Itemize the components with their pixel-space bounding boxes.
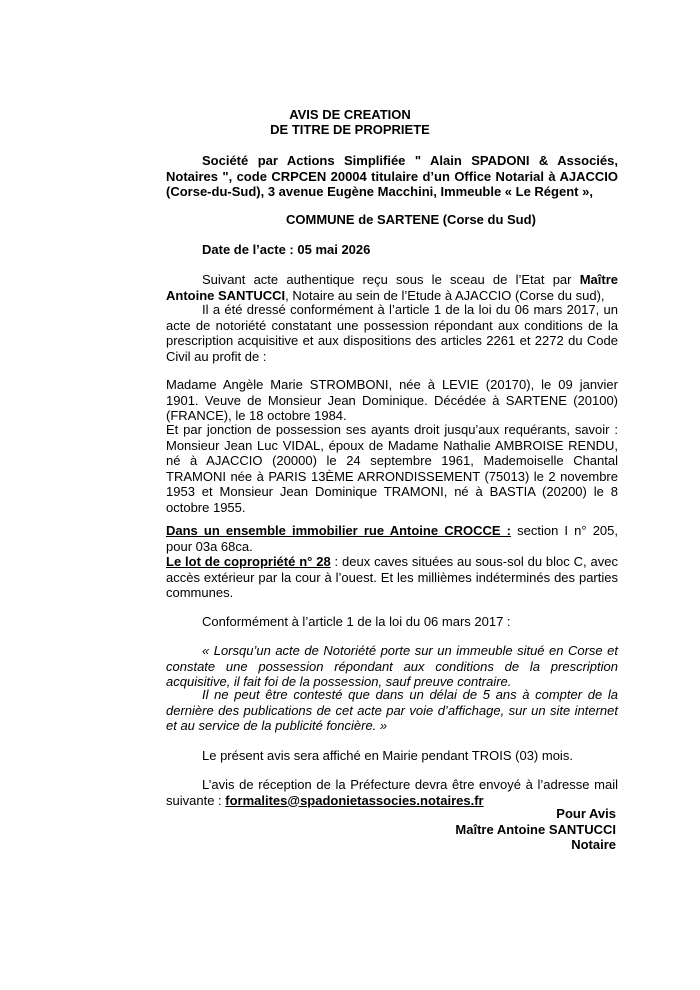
lot-paragraph — [166, 554, 618, 601]
beneficiaire-1: Madame Angèle Marie STROMBONI, née à LEVIE (20170), le 09 janvier 1901. Veuve de Monsieur Jean Dominique. Décédée à SARTENE (20100) (FRANCE), le 18 octobre 1984. — [166, 377, 618, 423]
citation-p2: Il ne peut être contesté que dans un délai de 5 ans à compter de la dernière des publications de cet acte par voie d’affichage, sur un site internet et au service de la publicité foncière. » — [166, 687, 618, 733]
acte-intro: Suivant acte authentique reçu sous le sceau de l’Etat par — [202, 272, 580, 287]
citation-p1: « Lorsqu’un acte de Notoriété porte sur un immeuble situé en Corse et constate une possession répondant aux conditions de la prescription acquisitive, il fait foi de la possession, sauf preuve contraire. — [166, 643, 618, 689]
ensemble-paragraph — [166, 523, 618, 554]
signature-line-1: Pour Avis — [556, 806, 616, 821]
date-acte: Date de l’acte : 05 mai 2026 — [202, 242, 371, 257]
document-title — [0, 107, 700, 137]
office-paragraph: Société par Actions Simplifiée " Alain SPADONI & Associés, Notaires ", code CRPCEN 20004 titulaire d’un Office Notarial à AJACCIO (Corse-du-Sud), 3 avenue Eugène Macchini, Immeuble « Le Régent », — [166, 153, 618, 199]
acte-intro-end: , Notaire au sein de l’Etude à AJACCIO (Corse du sud), — [285, 287, 605, 303]
acte-paragraph — [166, 272, 618, 303]
title-line-1: AVIS DE CREATION — [289, 107, 411, 122]
beneficiaire-2: Et par jonction de possession ses ayants droit jusqu’aux requérants, savoir : Monsieur Jean Luc VIDAL, époux de Madame Nathalie AMBROISE RENDU, né à AJACCIO (20000) le 24 septembre 1961, Mademoiselle Chantal TRAMONI née à PARIS 13ÈME ARRONDISSEMENT (75013) le 2 novembre 1953 et Monsieur Jean Dominique TRAMONI, né à BASTIA (20200) le 8 octobre 1955. — [166, 422, 618, 515]
acte-body: Il a été dressé conformément à l’article 1 de la loi du 06 mars 2017, un acte de notoriété constatant une possession répondant aux conditions de la prescription acquisitive et aux dispositions des articles 2261 et 2272 du Code Civil au profit de : — [166, 302, 618, 364]
affichage-text: Le présent avis sera affiché en Mairie pendant TROIS (03) mois. — [202, 748, 573, 763]
lot-text: : deux caves situées au sous-sol du bloc C, avec accès extérieur par la cour à l’ouest. Et les millièmes indéterminés des parties communes. — [166, 554, 618, 600]
ensemble-text: section I n° 205, pour 03a 68ca. — [166, 523, 618, 554]
signature-line-2: Maître Antoine SANTUCCI — [455, 821, 616, 837]
acte-notaire-name: Maître Antoine SANTUCCI — [166, 272, 618, 303]
conformement-text: Conformément à l’article 1 de la loi du 06 mars 2017 : — [202, 614, 511, 629]
commune-heading: COMMUNE de SARTENE (Corse du Sud) — [286, 212, 536, 227]
email-link[interactable]: formalites@spadonietassocies.notaires.fr — [225, 792, 484, 808]
signature-block — [455, 806, 616, 853]
prefecture-paragraph — [166, 777, 618, 808]
title-line-2: DE TITRE DE PROPRIETE — [270, 122, 430, 137]
lot-label: Le lot de copropriété n° 28 — [166, 554, 331, 569]
signature-line-3: Notaire — [571, 837, 616, 852]
ensemble-label: Dans un ensemble immobilier rue Antoine CROCCE : — [166, 523, 511, 538]
prefecture-text: L’avis de réception de la Préfecture devra être envoyé à l’adresse mail suivante : — [166, 777, 618, 808]
